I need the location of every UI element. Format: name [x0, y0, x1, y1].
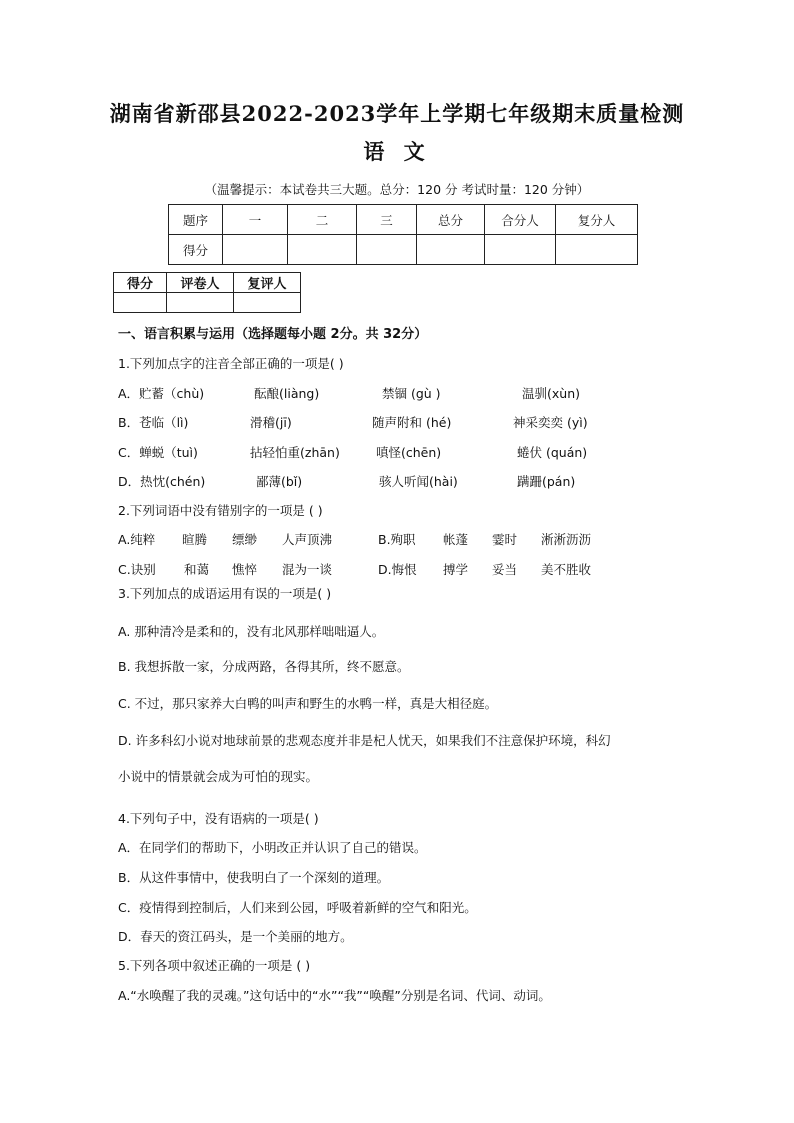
table-cell[interactable] — [114, 293, 167, 313]
option-text: 拈轻怕重(zhān) — [250, 445, 340, 460]
option-text: 滑稽(jī) — [250, 415, 292, 430]
option-text: 禁锢 (gù ) — [382, 386, 441, 401]
option-b: B．从这件事情中，使我明白了一个深刻的道理。 — [118, 870, 390, 885]
option-text: 随声附和 (hé) — [372, 415, 452, 430]
option-text: B.殉职 — [378, 532, 416, 547]
option-text: B．苍临（lì) — [118, 415, 189, 430]
table-cell: 题序 — [169, 205, 223, 235]
option-text: 蜷伏 (quán) — [517, 445, 588, 460]
table-cell: 总分 — [417, 205, 485, 235]
option-text: 淅淅沥沥 — [541, 532, 592, 547]
table-cell: 评卷人 — [167, 273, 234, 293]
option-text: 温驯(xùn) — [522, 386, 580, 401]
option-text: 霎时 — [492, 532, 518, 547]
option-text: 混为一谈 — [282, 562, 333, 577]
option-d-continued: 小说中的情景就会成为可怕的现实。 — [118, 769, 319, 784]
option-text: 美不胜收 — [541, 562, 592, 577]
option-text: 蹒跚(pán) — [517, 474, 576, 489]
option-a: A.“水唤醒了我的灵魂。”这句话中的“水”“我”“唤醒”分别是名词、代词、动词。 — [118, 988, 551, 1003]
option-c: C. 不过，那只家养大白鸭的叫声和野生的水鸭一样，真是大相径庭。 — [118, 696, 498, 711]
option-text: 憔悴 — [232, 562, 258, 577]
exam-title: 湖南省新邵县2022-2023学年上学期七年级期末质量检测 — [109, 101, 685, 126]
table-cell: 合分人 — [485, 205, 556, 235]
option-text: 鄙薄(bǐ) — [256, 474, 303, 489]
exam-subject: 语 文 — [363, 139, 431, 164]
table-cell[interactable] — [234, 293, 301, 313]
question-3-stem: 3.下列加点的成语运用有误的一项是( ) — [118, 586, 332, 601]
table-cell: 二 — [288, 205, 357, 235]
table-cell: 复分人 — [556, 205, 638, 235]
table-cell: 得分 — [169, 235, 223, 265]
option-a: A. 那种清冷是柔和的，没有北风那样咄咄逼人。 — [118, 624, 385, 639]
table-cell[interactable] — [288, 235, 357, 265]
option-text: 神采奕奕 (yì) — [513, 415, 588, 430]
section-heading: 一、语言积累与运用（选择题每小题 2分。共 32分） — [118, 327, 428, 342]
table-cell[interactable] — [223, 235, 288, 265]
option-d: D．春天的资江码头，是一个美丽的地方。 — [118, 929, 353, 944]
option-a: A．在同学们的帮助下，小明改正并认识了自己的错误。 — [118, 840, 427, 855]
option-text: 骇人听闻(hài) — [379, 474, 458, 489]
table-cell[interactable] — [167, 293, 234, 313]
grader-table — [113, 272, 301, 313]
table-cell: 得分 — [114, 273, 167, 293]
option-text: 嗔怪(chēn) — [376, 445, 442, 460]
table-cell: 三 — [357, 205, 417, 235]
option-text: A．贮蓄（chù) — [118, 386, 205, 401]
table-cell: 一 — [223, 205, 288, 235]
table-cell[interactable] — [357, 235, 417, 265]
option-text: D.悔恨 — [378, 562, 417, 577]
option-c: C．疫情得到控制后，人们来到公园，呼吸着新鲜的空气和阳光。 — [118, 900, 477, 915]
question-2-stem: 2.下列词语中没有错别字的一项是 ( ) — [118, 503, 323, 518]
table-row — [114, 273, 301, 293]
option-text: 搏学 — [443, 562, 469, 577]
option-text: C．蝉蜕（tuì) — [118, 445, 198, 460]
question-4-stem: 4.下列句子中，没有语病的一项是( ) — [118, 811, 319, 826]
option-text: 帐蓬 — [443, 532, 469, 547]
question-1-stem: 1.下列加点字的注音全部正确的一项是( ) — [118, 356, 344, 371]
option-text: A.纯粹 — [118, 532, 156, 547]
option-text: D．热忱(chén) — [118, 474, 206, 489]
option-text: 和蔼 — [184, 562, 210, 577]
option-text: 酝酿(liàng) — [254, 386, 320, 401]
table-cell: 复评人 — [234, 273, 301, 293]
table-cell[interactable] — [417, 235, 485, 265]
score-table — [168, 204, 638, 265]
table-row — [169, 235, 638, 265]
question-5-stem: 5.下列各项中叙述正确的一项是 ( ) — [118, 958, 311, 973]
exam-tip: （温馨提示：本试卷共三大题。总分：120 分 考试时量：120 分钟） — [204, 182, 590, 197]
option-text: 缥缈 — [232, 532, 258, 547]
table-row — [114, 293, 301, 313]
option-b: B. 我想拆散一家，分成两路，各得其所，终不愿意。 — [118, 659, 410, 674]
table-cell[interactable] — [556, 235, 638, 265]
option-text: 人声顶沸 — [282, 532, 333, 547]
table-cell[interactable] — [485, 235, 556, 265]
option-d: D. 许多科幻小说对地球前景的悲观态度并非是杞人忧天，如果我们不注意保护环境，科幻 — [118, 733, 611, 748]
option-text: C.诀别 — [118, 562, 156, 577]
table-row — [169, 205, 638, 235]
option-text: 妥当 — [492, 562, 518, 577]
option-text: 暄腾 — [182, 532, 208, 547]
